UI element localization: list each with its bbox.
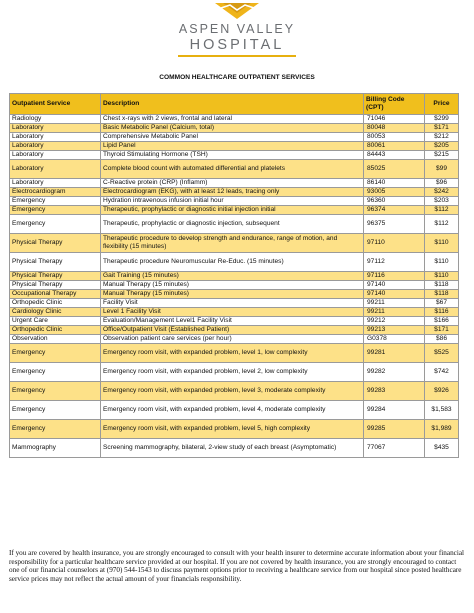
billing-code-cell: 97110 bbox=[364, 234, 425, 253]
price-cell: $171 bbox=[425, 326, 459, 335]
billing-code-cell: 99285 bbox=[364, 420, 425, 439]
service-cell: Orthopedic Clinic bbox=[10, 299, 101, 308]
description-cell: Thyroid Stimulating Hormone (TSH) bbox=[101, 151, 364, 160]
table-row bbox=[10, 290, 459, 299]
table-row bbox=[10, 160, 459, 179]
price-cell: $96 bbox=[425, 179, 459, 188]
service-cell: Emergency bbox=[10, 197, 101, 206]
service-cell: Physical Therapy bbox=[10, 234, 101, 253]
description-cell: Emergency room visit, with expanded problem, level 5, high complexity bbox=[101, 420, 364, 439]
service-cell: Laboratory bbox=[10, 151, 101, 160]
service-cell: Emergency bbox=[10, 215, 101, 234]
description-cell: Emergency room visit, with expanded problem, level 4, moderate complexity bbox=[101, 401, 364, 420]
service-cell: Emergency bbox=[10, 420, 101, 439]
billing-code-cell: 99281 bbox=[364, 344, 425, 363]
price-cell: $299 bbox=[425, 115, 459, 124]
billing-code-cell: 71046 bbox=[364, 115, 425, 124]
price-cell: $118 bbox=[425, 281, 459, 290]
table-row bbox=[10, 281, 459, 290]
description-cell: Electrocardiogram (EKG), with at least 12 leads, tracing only bbox=[101, 188, 364, 197]
price-cell: $242 bbox=[425, 188, 459, 197]
billing-code-cell: 97116 bbox=[364, 272, 425, 281]
description-cell: Level 1 Facility Visit bbox=[101, 308, 364, 317]
billing-code-cell: 96360 bbox=[364, 197, 425, 206]
price-cell: $926 bbox=[425, 382, 459, 401]
price-cell: $112 bbox=[425, 206, 459, 215]
service-cell: Laboratory bbox=[10, 160, 101, 179]
description-cell: Therapeutic, prophylactic or diagnostic initial injection initial bbox=[101, 206, 364, 215]
billing-code-cell: 99284 bbox=[364, 401, 425, 420]
table-row bbox=[10, 308, 459, 317]
billing-code-cell: 99211 bbox=[364, 299, 425, 308]
logo-text-line2: HOSPITAL bbox=[189, 37, 285, 53]
billing-code-cell: 86140 bbox=[364, 179, 425, 188]
description-cell: Manual Therapy (15 minutes) bbox=[101, 281, 364, 290]
service-cell: Emergency bbox=[10, 206, 101, 215]
service-cell: Electrocardiogram bbox=[10, 188, 101, 197]
table-row bbox=[10, 115, 459, 124]
price-cell: $110 bbox=[425, 272, 459, 281]
billing-code-cell: 99211 bbox=[364, 308, 425, 317]
column-header-billing-code: Billing Code (CPT) bbox=[364, 94, 425, 115]
billing-code-cell: G0378 bbox=[364, 335, 425, 344]
service-cell: Physical Therapy bbox=[10, 253, 101, 272]
mountain-icon bbox=[213, 2, 261, 22]
hospital-header bbox=[0, 0, 474, 62]
document-title: COMMON HEALTHCARE OUTPATIENT SERVICES bbox=[159, 74, 315, 81]
price-cell: $99 bbox=[425, 160, 459, 179]
service-cell: Laboratory bbox=[10, 124, 101, 133]
price-cell: $212 bbox=[425, 133, 459, 142]
table-row bbox=[10, 317, 459, 326]
billing-code-cell: 97140 bbox=[364, 281, 425, 290]
billing-code-cell: 77067 bbox=[364, 439, 425, 458]
service-cell: Observation bbox=[10, 335, 101, 344]
table-row bbox=[10, 326, 459, 335]
price-cell: $166 bbox=[425, 317, 459, 326]
logo-divider bbox=[178, 55, 296, 57]
description-cell: Emergency room visit, with expanded problem, level 3, moderate complexity bbox=[101, 382, 364, 401]
service-cell: Emergency bbox=[10, 401, 101, 420]
description-cell: Chest x-rays with 2 views, frontal and lateral bbox=[101, 115, 364, 124]
price-cell: $205 bbox=[425, 142, 459, 151]
table-row bbox=[10, 420, 459, 439]
billing-code-cell: 97140 bbox=[364, 290, 425, 299]
service-cell: Physical Therapy bbox=[10, 272, 101, 281]
logo-text-line1: ASPEN VALLEY bbox=[178, 22, 296, 36]
price-cell: $110 bbox=[425, 253, 459, 272]
description-cell: C-Reactive protein (CRP) (Inflamm) bbox=[101, 179, 364, 188]
description-cell: Gait Training (15 minutes) bbox=[101, 272, 364, 281]
billing-code-cell: 80048 bbox=[364, 124, 425, 133]
table-row bbox=[10, 133, 459, 142]
table-header-row bbox=[10, 94, 459, 115]
table-row bbox=[10, 299, 459, 308]
service-cell: Laboratory bbox=[10, 179, 101, 188]
billing-code-cell: 99282 bbox=[364, 363, 425, 382]
table-row bbox=[10, 124, 459, 133]
table-row bbox=[10, 439, 459, 458]
table-row bbox=[10, 188, 459, 197]
description-cell: Observation patient care services (per hour) bbox=[101, 335, 364, 344]
service-cell: Mammography bbox=[10, 439, 101, 458]
column-header-service: Outpatient Service bbox=[10, 94, 101, 115]
price-cell: $1,583 bbox=[425, 401, 459, 420]
price-cell: $1,989 bbox=[425, 420, 459, 439]
table-row bbox=[10, 382, 459, 401]
table-row bbox=[10, 344, 459, 363]
services-table bbox=[9, 93, 459, 458]
description-cell: Hydration intravenous infusion initial hour bbox=[101, 197, 364, 206]
table-row bbox=[10, 142, 459, 151]
table-body bbox=[10, 115, 459, 458]
billing-code-cell: 99213 bbox=[364, 326, 425, 335]
description-cell: Manual Therapy (15 minutes) bbox=[101, 290, 364, 299]
service-cell: Occupational Therapy bbox=[10, 290, 101, 299]
service-cell: Cardiology Clinic bbox=[10, 308, 101, 317]
billing-code-cell: 85025 bbox=[364, 160, 425, 179]
service-cell: Emergency bbox=[10, 363, 101, 382]
service-cell: Laboratory bbox=[10, 133, 101, 142]
description-cell: Facility Visit bbox=[101, 299, 364, 308]
billing-code-cell: 96375 bbox=[364, 215, 425, 234]
billing-code-cell: 80053 bbox=[364, 133, 425, 142]
price-cell: $525 bbox=[425, 344, 459, 363]
table-row bbox=[10, 272, 459, 281]
service-cell: Urgent Care bbox=[10, 317, 101, 326]
description-cell: Lipid Panel bbox=[101, 142, 364, 151]
service-cell: Laboratory bbox=[10, 142, 101, 151]
price-cell: $112 bbox=[425, 215, 459, 234]
price-cell: $215 bbox=[425, 151, 459, 160]
service-cell: Emergency bbox=[10, 382, 101, 401]
description-cell: Comprehensive Metabolic Panel bbox=[101, 133, 364, 142]
description-cell: Office/Outpatient Visit (Established Patient) bbox=[101, 326, 364, 335]
service-cell: Physical Therapy bbox=[10, 281, 101, 290]
description-cell: Therapeutic procedure to develop strength and endurance, range of motion, and flexibility (15 minutes) bbox=[101, 234, 364, 253]
description-cell: Therapeutic procedure Neuromuscular Re-Educ. (15 minutes) bbox=[101, 253, 364, 272]
service-cell: Emergency bbox=[10, 344, 101, 363]
billing-code-cell: 99283 bbox=[364, 382, 425, 401]
description-cell: Evaluation/Management Level1 Facility Visit bbox=[101, 317, 364, 326]
column-header-price: Price bbox=[425, 94, 459, 115]
table-row bbox=[10, 197, 459, 206]
price-cell: $203 bbox=[425, 197, 459, 206]
description-cell: Therapeutic, prophylactic or diagnostic injection, subsequent bbox=[101, 215, 364, 234]
table-row bbox=[10, 206, 459, 215]
description-cell: Emergency room visit, with expanded problem, level 2, low complexity bbox=[101, 363, 364, 382]
description-cell: Emergency room visit, with expanded problem, level 1, low complexity bbox=[101, 344, 364, 363]
price-cell: $67 bbox=[425, 299, 459, 308]
price-cell: $742 bbox=[425, 363, 459, 382]
column-header-description: Description bbox=[101, 94, 364, 115]
price-cell: $110 bbox=[425, 234, 459, 253]
table-row bbox=[10, 151, 459, 160]
price-cell: $86 bbox=[425, 335, 459, 344]
table-row bbox=[10, 363, 459, 382]
service-cell: Orthopedic Clinic bbox=[10, 326, 101, 335]
table-row bbox=[10, 234, 459, 253]
billing-code-cell: 93005 bbox=[364, 188, 425, 197]
price-cell: $171 bbox=[425, 124, 459, 133]
price-cell: $118 bbox=[425, 290, 459, 299]
insurance-disclaimer: If you are covered by health insurance, you are strongly encouraged to consult with your health insurer to determine accurate information about your financial responsibility for a particular healthcare service provided at our hospital. If you are not covered by health insurance, you are strongly encouraged to contact one of our financial counselors at (970) 544-1543 to discuss payment options prior to receiving a healthcare service from our hospital since posted healthcare service prices may not reflect the actual amount of your financials responsibility. bbox=[9, 549, 465, 583]
description-cell: Screening mammography, bilateral, 2-view study of each breast (Asymptomatic) bbox=[101, 439, 364, 458]
billing-code-cell: 99212 bbox=[364, 317, 425, 326]
description-cell: Basic Metabolic Panel (Calcium, total) bbox=[101, 124, 364, 133]
table-row bbox=[10, 253, 459, 272]
price-cell: $116 bbox=[425, 308, 459, 317]
billing-code-cell: 80061 bbox=[364, 142, 425, 151]
billing-code-cell: 84443 bbox=[364, 151, 425, 160]
table-row bbox=[10, 401, 459, 420]
billing-code-cell: 96374 bbox=[364, 206, 425, 215]
price-cell: $435 bbox=[425, 439, 459, 458]
table-row bbox=[10, 179, 459, 188]
service-cell: Radiology bbox=[10, 115, 101, 124]
billing-code-cell: 97112 bbox=[364, 253, 425, 272]
table-row bbox=[10, 215, 459, 234]
description-cell: Complete blood count with automated differential and platelets bbox=[101, 160, 364, 179]
table-row bbox=[10, 335, 459, 344]
